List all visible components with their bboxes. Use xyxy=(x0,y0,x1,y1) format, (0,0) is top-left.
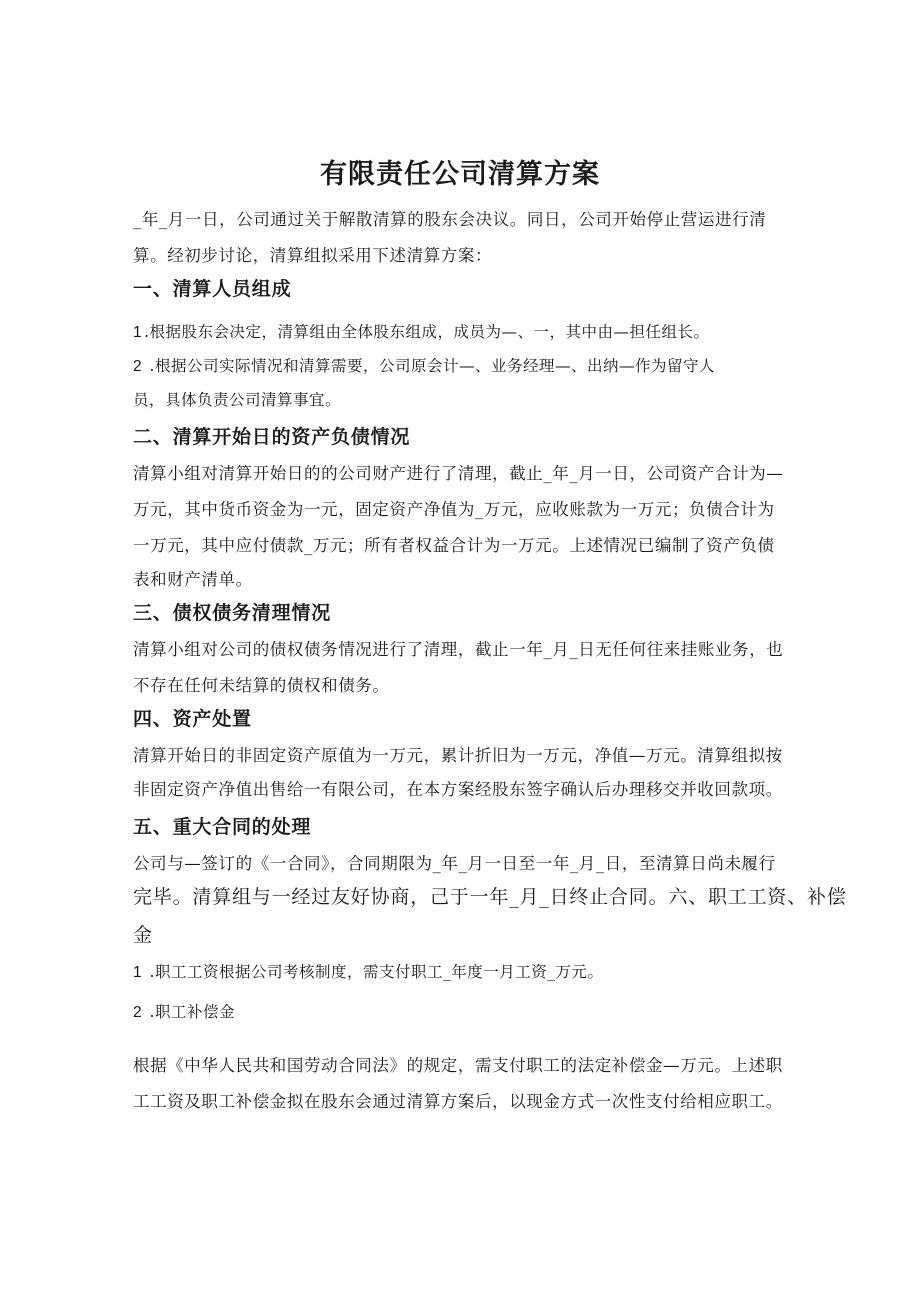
section-2-line-2: 万元，其中货币资金为一元，固定资产净值为_万元，应收账款为一万元；负债合计为 xyxy=(133,500,775,519)
item-number: 1 xyxy=(133,964,143,981)
item-number: 2 xyxy=(133,358,143,375)
document-title: 有限责任公司清算方案 xyxy=(320,159,600,190)
item-text: .职工补偿金 xyxy=(144,1003,235,1021)
section-1-heading: 一、清算人员组成 xyxy=(133,278,292,300)
section-1-item-2-cont: 员，具体负责公司清算事宜。 xyxy=(133,391,342,409)
section-5-line-2: 完毕。清算组与一经过友好协商，己于一年_月_日终止合同。六、职工工资、补偿 xyxy=(133,886,847,908)
intro-line-2: 算。经初步讨论，清算组拟采用下述清算方案： xyxy=(133,246,493,265)
section-2-heading: 二、清算开始日的资产负债情况 xyxy=(133,426,411,448)
section-6-item-2 xyxy=(133,1000,235,1022)
section-3-heading: 三、债权债务清理情况 xyxy=(133,602,332,624)
section-4-line-1: 清算开始日的非固定资产原值为一万元，累计折旧为一万元，净值—万元。清算组拟按 xyxy=(133,746,783,765)
section-2-line-3: 一万元，其中应付债款_万元；所有者权益合计为一万元。上述情况已编制了资产负债 xyxy=(133,536,775,555)
section-4-heading: 四、资产处置 xyxy=(133,708,252,730)
item-text: .职工工资根据公司考核制度，需支付职工_年度一月工资_万元。 xyxy=(144,963,604,981)
section-5-line-3: 金 xyxy=(133,924,153,946)
section-3-line-2: 不存在任何未结算的债权和债务。 xyxy=(133,676,390,695)
section-2-line-1: 清算小组对清算开始日的的公司财产进行了清理，截止_年_月一日，公司资产合计为— xyxy=(133,464,784,483)
section-5-line-1: 公司与—签订的《一合同》，合同期限为_年_月一日至一年_月_日，至清算日尚未履行 xyxy=(133,854,776,873)
section-5-heading: 五、重大合同的处理 xyxy=(133,816,312,838)
section-4-line-2: 非固定资产净值出售给一有限公司，在本方案经股东签字确认后办理移交并收回款项。 xyxy=(133,780,783,799)
item-text: .根据公司实际情况和清算需要，公司原会计—、业务经理—、出纳—作为留守人 xyxy=(144,357,715,375)
section-6-line-2: 工工资及职工补偿金拟在股东会通过清算方案后，以现金方式一次性支付给相应职工。 xyxy=(133,1092,783,1111)
section-6-item-1 xyxy=(133,960,603,982)
section-1-item-1 xyxy=(133,320,710,342)
section-2-line-4: 表和财产清单。 xyxy=(133,570,253,589)
section-3-line-1: 清算小组对公司的债权债务情况进行了清理，截止一年_月_日无任何往来挂账业务，也 xyxy=(133,640,784,659)
section-6-line-1: 根据《中华人民共和国劳动合同法》的规定，需支付职工的法定补偿金—万元。上述职 xyxy=(133,1056,783,1075)
item-number: 2 xyxy=(133,1004,143,1021)
intro-line-1: _年_月一日，公司通过关于解散清算的股东会决议。同日，公司开始停止营运进行清 xyxy=(133,210,767,229)
section-1-item-2 xyxy=(133,354,715,376)
item-number: 1 xyxy=(133,324,143,341)
item-text: .根据股东会决定，清算组由全体股东组成，成员为—、一，其中由—担任组长。 xyxy=(144,323,710,341)
